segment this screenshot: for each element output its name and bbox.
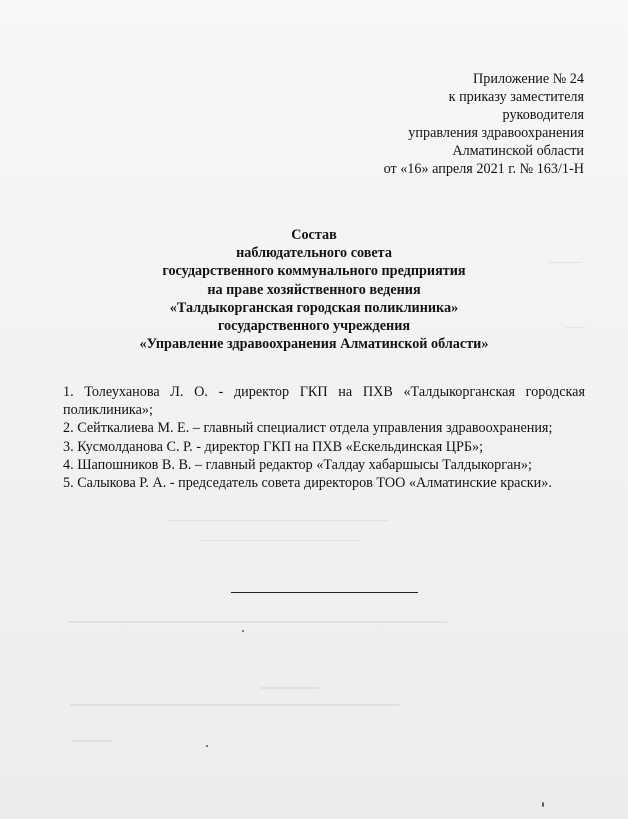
scan-speck	[542, 802, 544, 807]
scan-artifact	[200, 540, 360, 541]
member-item: 3. Кусмолданова С. Р. - директор ГКП на ПХВ «Ескельдинская ЦРБ»;	[63, 438, 484, 455]
closing-rule	[231, 592, 418, 593]
appendix-line: Приложение № 24	[473, 71, 584, 87]
scan-artifact	[72, 740, 112, 742]
heading-line: государственного коммунального предприятия	[162, 263, 466, 280]
scan-artifact	[68, 621, 448, 623]
heading-line: государственного учреждения	[217, 318, 411, 335]
appendix-line: Алматинской области	[452, 143, 584, 159]
appendix-line: руководителя	[502, 107, 584, 123]
scan-speck	[242, 630, 244, 632]
heading-line: «Управление здравоохранения Алматинской области»	[139, 336, 489, 353]
scan-artifact	[70, 704, 400, 706]
heading-line: наблюдательного совета	[236, 245, 392, 262]
appendix-block	[384, 70, 584, 178]
member-item: 1. Толеуханова Л. О. - директор ГКП на ПХВ «Талдыкорганская городская поликлиника»;	[63, 384, 585, 419]
appendix-line: к приказу заместителя	[448, 89, 584, 105]
scan-artifact	[260, 687, 320, 689]
member-item: 4. Шапошников В. В. – главный редактор «Талдау хабаршысы Талдыкорган»;	[63, 456, 532, 473]
document-heading	[0, 226, 628, 353]
appendix-line: управления здравоохранения	[408, 125, 584, 141]
heading-line: «Талдыкорганская городская поликлиника»	[169, 299, 459, 316]
scan-speck	[206, 745, 208, 747]
member-item: 2. Сейткалиева М. Е. – главный специалист отдела управления здравоохранения;	[63, 420, 553, 437]
heading-line: на праве хозяйственного ведения	[207, 281, 421, 298]
heading-line: Состав	[291, 227, 337, 243]
scan-artifact	[168, 520, 388, 521]
members-list	[63, 383, 585, 492]
member-item: 5. Салыкова Р. А. - председатель совета директоров ТОО «Алматинские краски».	[63, 475, 552, 492]
appendix-line: от «16» апреля 2021 г. № 163/1-Н	[383, 161, 584, 177]
